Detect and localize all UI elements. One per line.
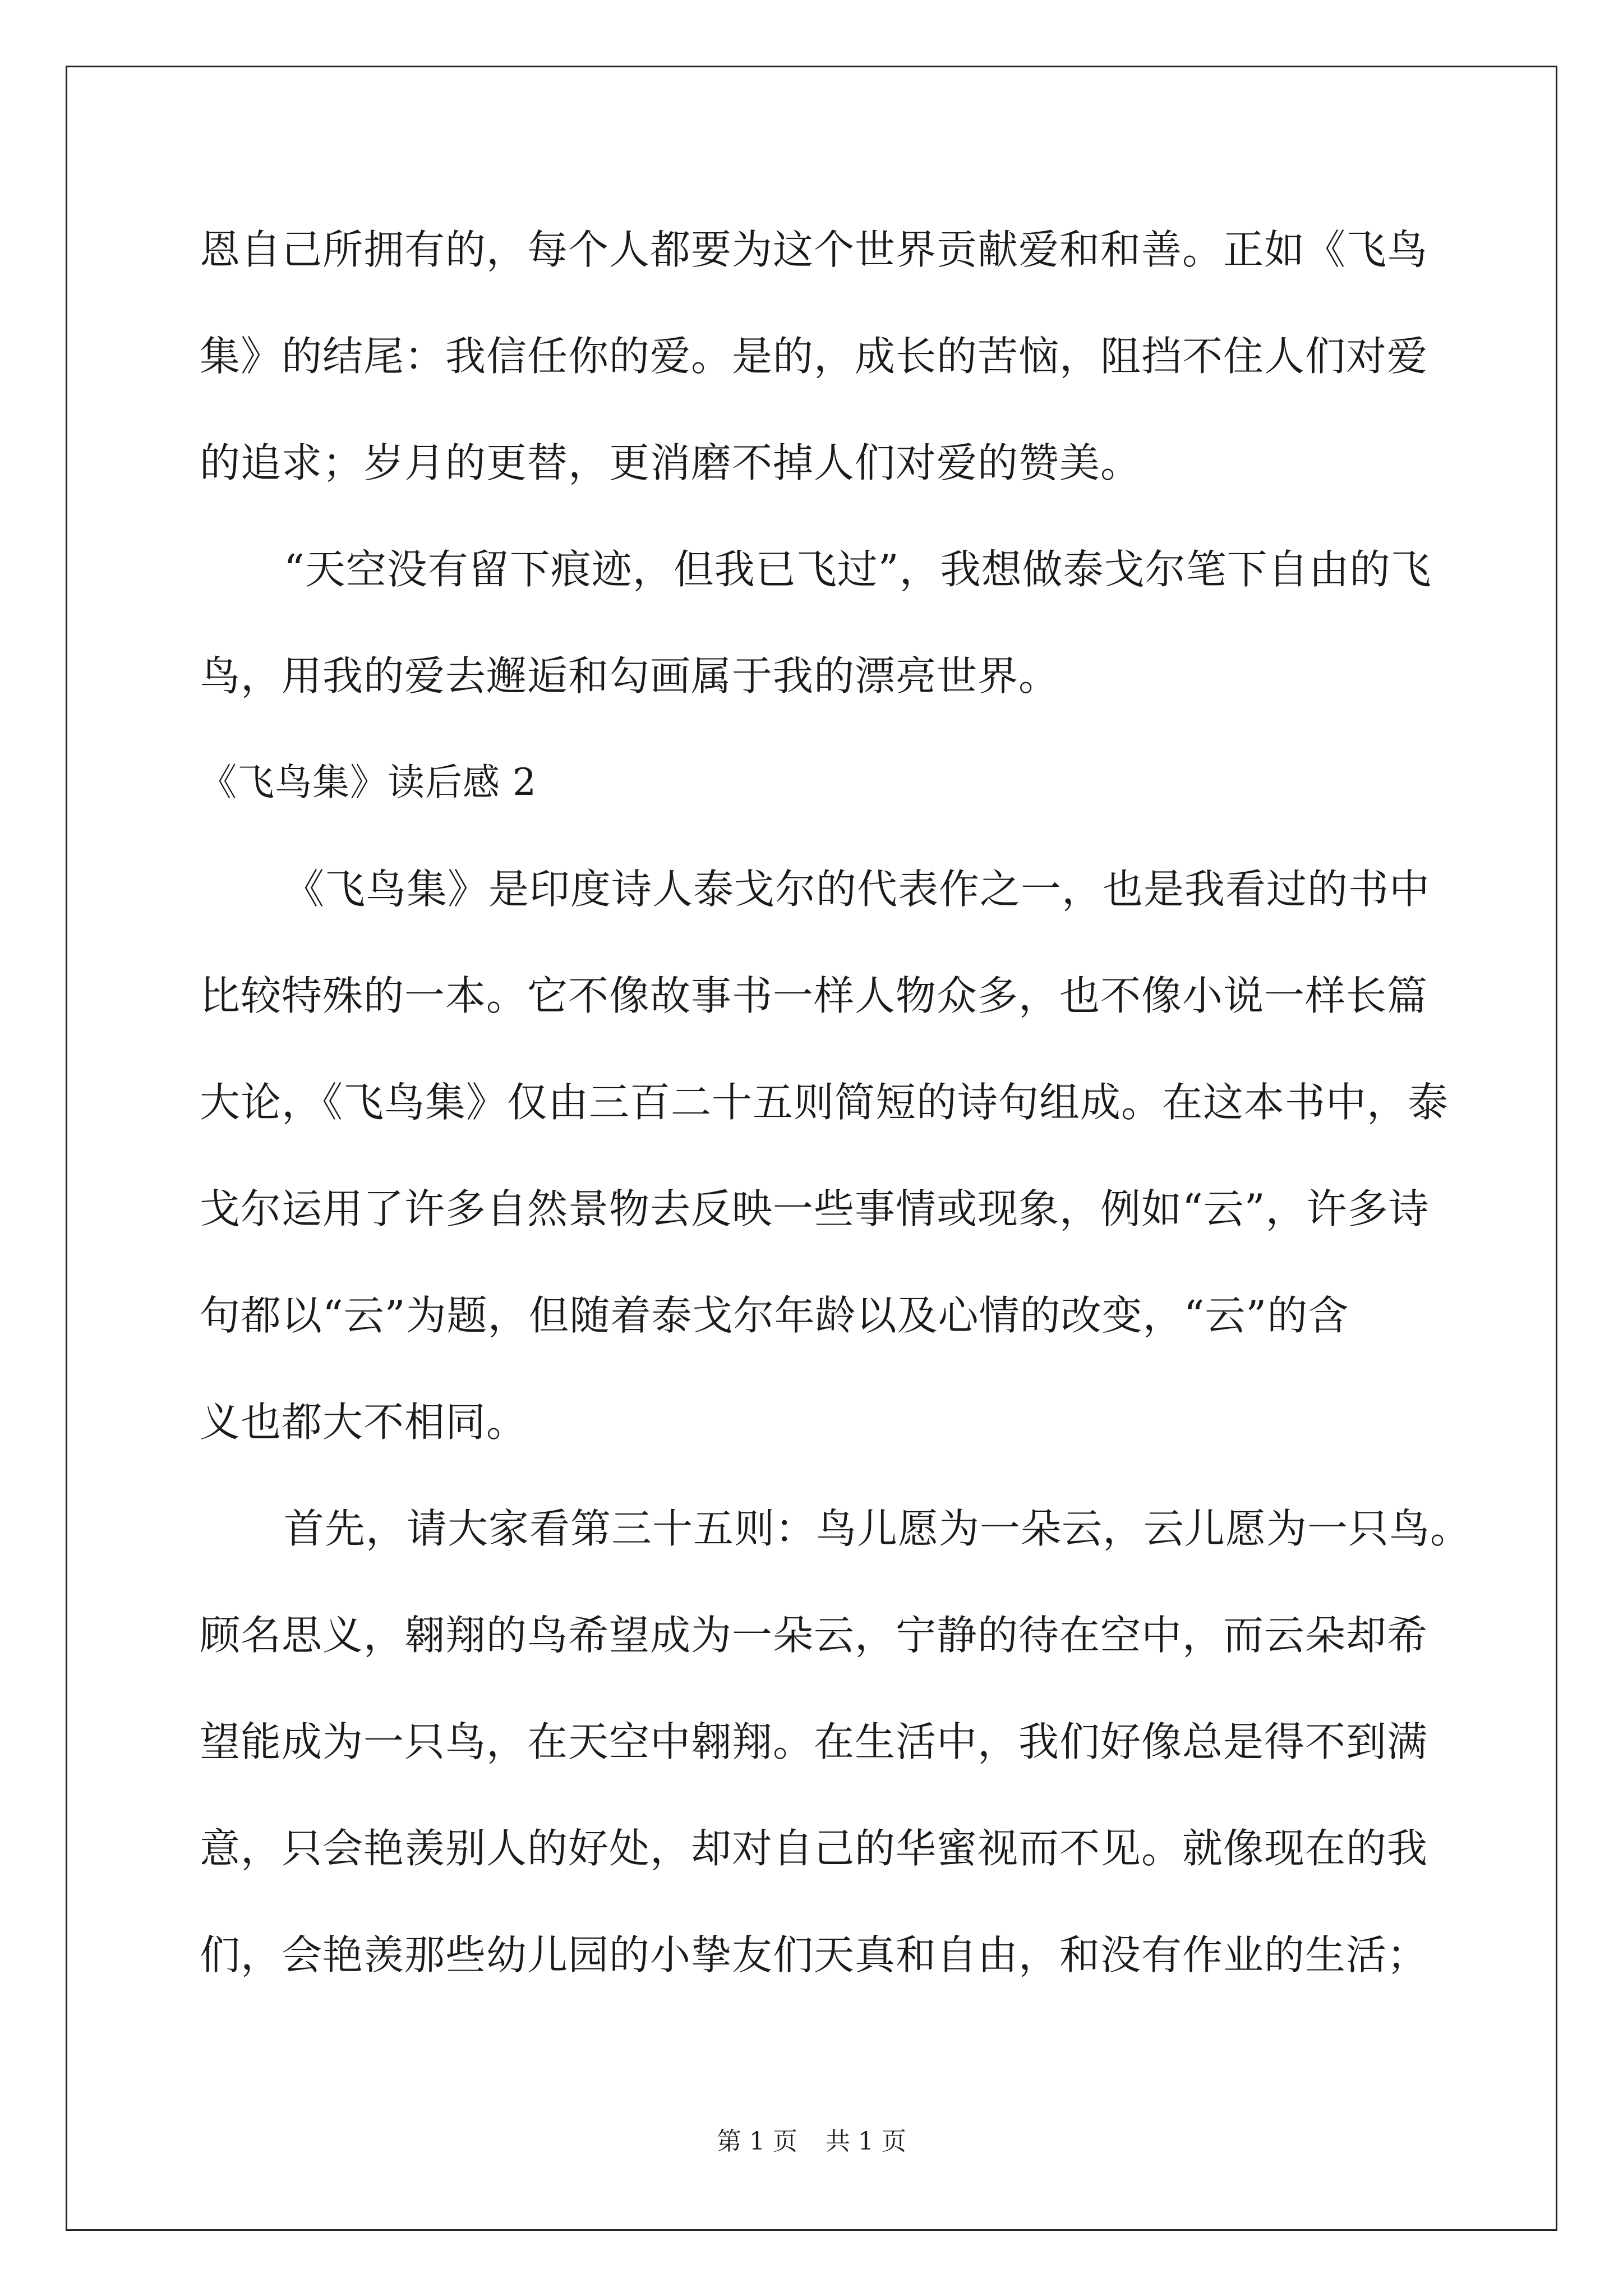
text-line: “天空没有留下痕迹，但我已飞过”，我想做泰戈尔笔下自由的飞 [284, 546, 1432, 593]
text-line: 句都以“云”为题，但随着泰戈尔年龄以及心情的改变，“云”的含 [200, 1292, 1349, 1339]
text-line: 戈尔运用了许多自然景物去反映一些事情或现象，例如“云”，许多诗 [200, 1185, 1430, 1232]
document-body [200, 208, 1472, 2019]
text-line: 比较特殊的一本。它不像故事书一样人物众多，也不像小说一样长篇 [200, 972, 1428, 1019]
text-line: 义也都大不相同。 [200, 1398, 528, 1446]
section-heading: 《飞鸟集》读后感 2 [200, 761, 537, 804]
text-line: 首先，请大家看第三十五则：鸟儿愿为一朵云，云儿愿为一只鸟。 [284, 1505, 1472, 1552]
text-line: 鸟，用我的爱去邂逅和勾画属于我的漂亮世界。 [200, 652, 1060, 700]
text-line: 集》的结尾：我信任你的爱。是的，成长的苦恼，阻挡不住人们对爱 [200, 333, 1428, 380]
text-line: 顾名思义，翱翔的鸟希望成为一朵云，宁静的待在空中，而云朵却希 [200, 1612, 1428, 1659]
text-line: 恩自己所拥有的，每个人都要为这个世界贡献爱和和善。正如《飞鸟 [200, 226, 1428, 273]
text-line: 《飞鸟集》是印度诗人泰戈尔的代表作之一，也是我看过的书中 [284, 866, 1431, 913]
page-number: 第 1 页 [717, 2127, 797, 2156]
text-line: 的追求；岁月的更替，更消磨不掉人们对爱的赞美。 [200, 439, 1142, 486]
text-line: 意，只会艳羡别人的好处，却对自己的华蜜视而不见。就像现在的我 [200, 1825, 1428, 1872]
page-footer [0, 2125, 1623, 2159]
text-line: 大论，《飞鸟集》仅由三百二十五则简短的诗句组成。在这本书中，泰 [200, 1079, 1449, 1126]
total-pages: 共 1 页 [826, 2127, 906, 2156]
text-line: 望能成为一只鸟，在天空中翱翔。在生活中，我们好像总是得不到满 [200, 1718, 1428, 1765]
text-line: 们，会艳羡那些幼儿园的小挚友们天真和自由，和没有作业的生活； [200, 1931, 1428, 1978]
